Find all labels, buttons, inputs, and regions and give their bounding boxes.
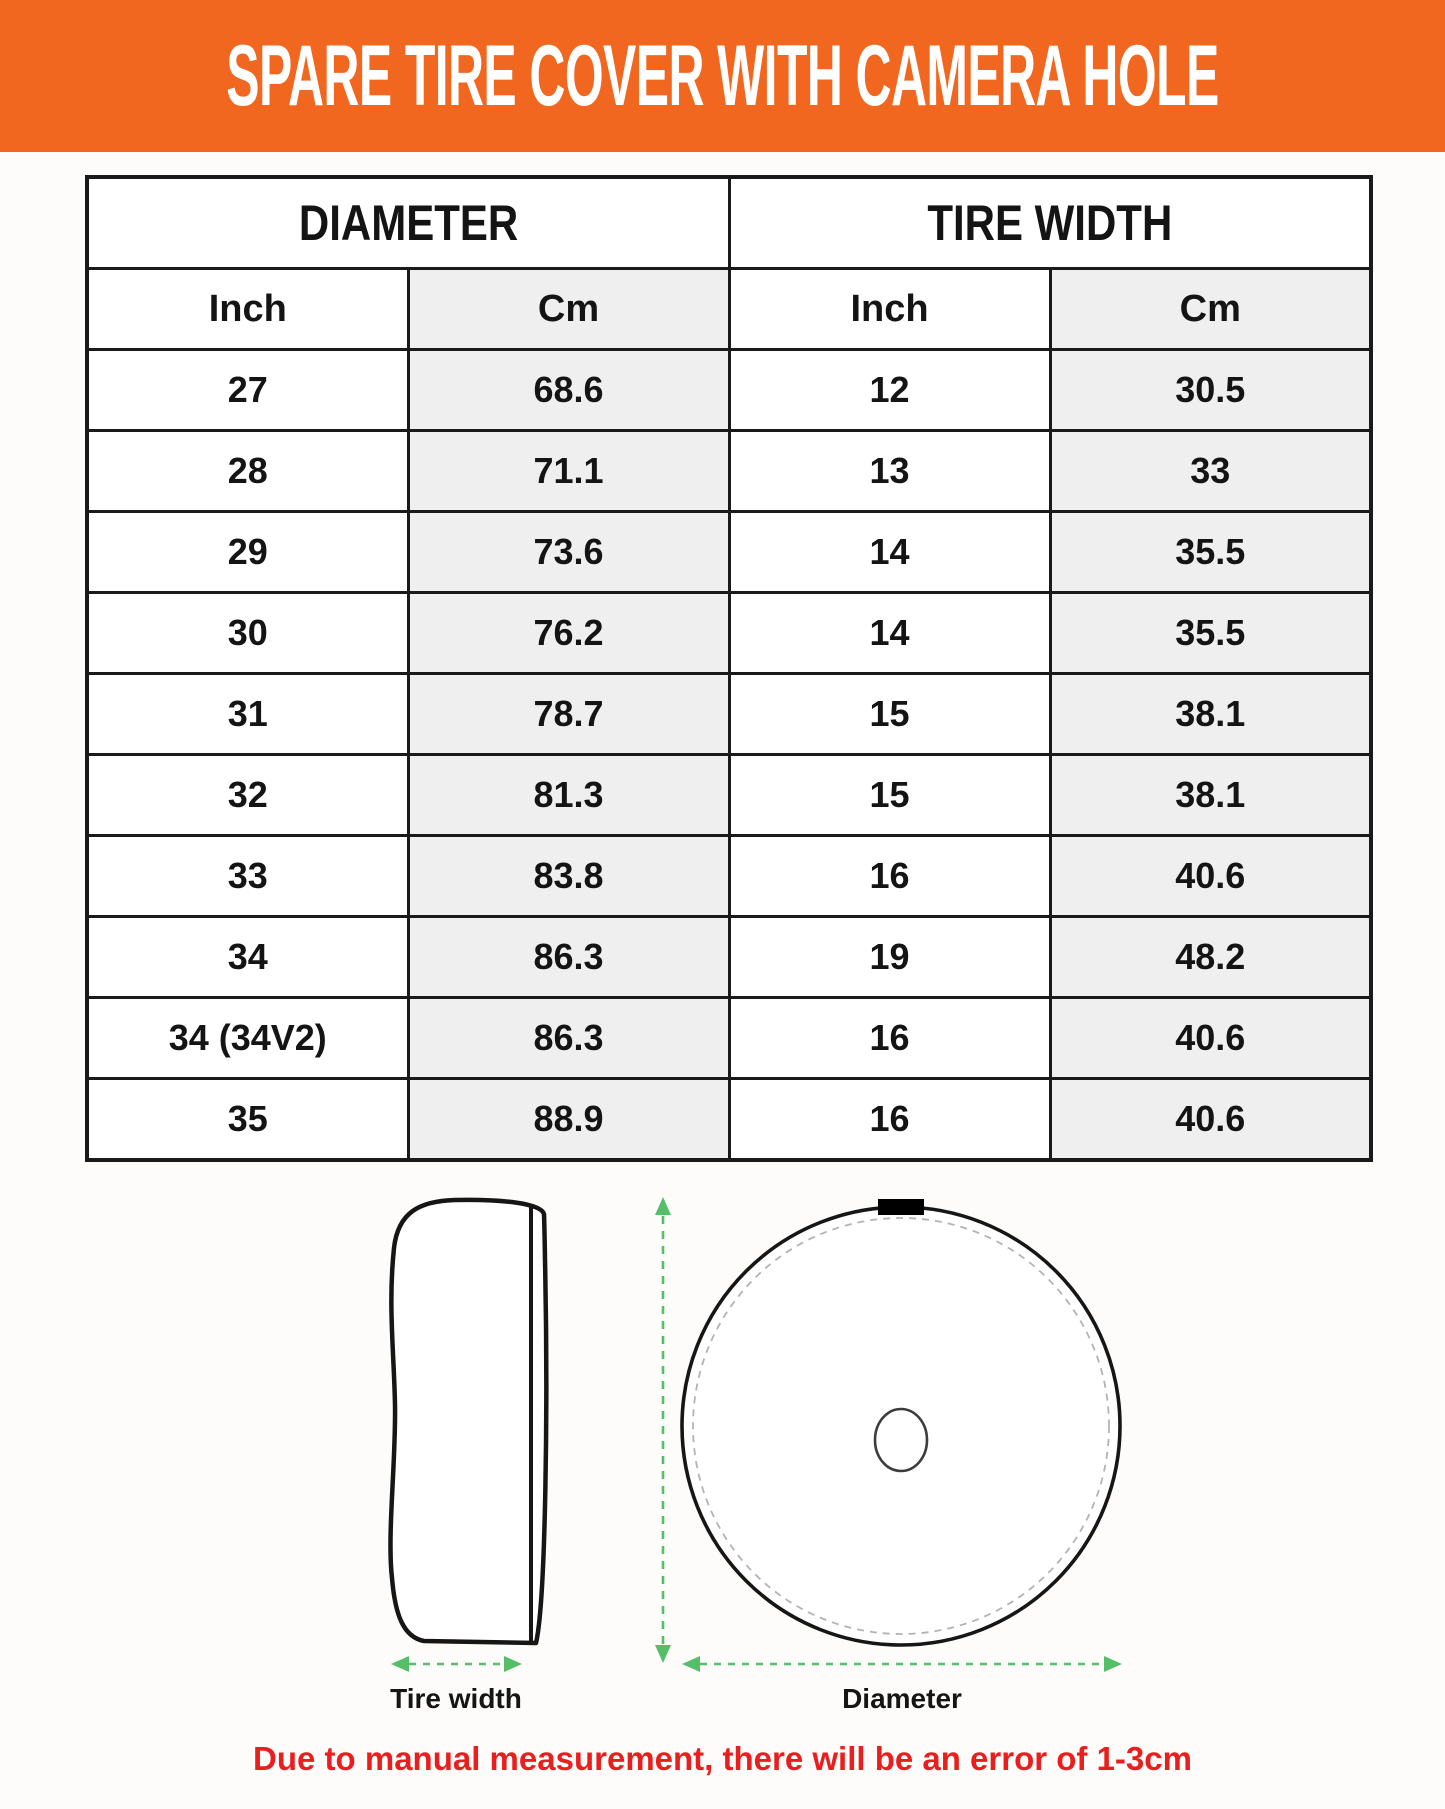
column-header-diameter-inch: Inch (87, 269, 408, 350)
table-cell: 13 (729, 431, 1050, 512)
table-cell: 40.6 (1050, 836, 1371, 917)
table-cell: 34 (87, 917, 408, 998)
table-cell: 16 (729, 836, 1050, 917)
table-cell: 88.9 (408, 1079, 729, 1161)
column-header-width-cm: Cm (1050, 269, 1371, 350)
table-cell: 12 (729, 350, 1050, 431)
table-cell: 38.1 (1050, 674, 1371, 755)
column-header-width-inch: Inch (729, 269, 1050, 350)
tire-side-view (390, 1200, 546, 1643)
table-cell: 38.1 (1050, 755, 1371, 836)
table-cell: 15 (729, 755, 1050, 836)
section-header-diameter: DIAMETER (87, 177, 729, 269)
table-cell: 68.6 (408, 350, 729, 431)
camera-hole (875, 1409, 927, 1471)
table-cell: 29 (87, 512, 408, 593)
table-cell: 19 (729, 917, 1050, 998)
table-cell: 34 (34V2) (87, 998, 408, 1079)
tire-width-label: Tire width (390, 1683, 522, 1714)
table-cell: 81.3 (408, 755, 729, 836)
table-cell: 71.1 (408, 431, 729, 512)
table-cell: 73.6 (408, 512, 729, 593)
table-cell: 83.8 (408, 836, 729, 917)
table-cell: 32 (87, 755, 408, 836)
table-cell: 40.6 (1050, 998, 1371, 1079)
table-cell: 35 (87, 1079, 408, 1161)
valve-tab (878, 1199, 924, 1215)
tire-width-arrow (391, 1656, 522, 1672)
table-cell: 40.6 (1050, 1079, 1371, 1161)
page-title: SPARE TIRE COVER WITH CAMERA HOLE (226, 27, 1219, 124)
section-header-tire-width: TIRE WIDTH (729, 177, 1371, 269)
table-cell: 78.7 (408, 674, 729, 755)
tire-front-view (682, 1199, 1120, 1645)
table-cell: 14 (729, 593, 1050, 674)
table-cell: 28 (87, 431, 408, 512)
table-cell: 27 (87, 350, 408, 431)
table-cell: 16 (729, 1079, 1050, 1161)
table-cell: 86.3 (408, 917, 729, 998)
height-arrow (655, 1197, 671, 1663)
diameter-arrow (682, 1656, 1122, 1672)
diameter-label: Diameter (842, 1683, 962, 1714)
table-cell: 14 (729, 512, 1050, 593)
table-cell: 86.3 (408, 998, 729, 1079)
column-header-diameter-cm: Cm (408, 269, 729, 350)
table-cell: 30 (87, 593, 408, 674)
table-cell: 15 (729, 674, 1050, 755)
table-cell: 35.5 (1050, 512, 1371, 593)
table-cell: 30.5 (1050, 350, 1371, 431)
table-cell: 16 (729, 998, 1050, 1079)
measurement-note: Due to manual measurement, there will be an error of 1-3cm (253, 1740, 1192, 1777)
table-cell: 31 (87, 674, 408, 755)
table-cell: 35.5 (1050, 593, 1371, 674)
table-cell: 33 (87, 836, 408, 917)
table-cell: 76.2 (408, 593, 729, 674)
table-cell: 33 (1050, 431, 1371, 512)
table-cell: 48.2 (1050, 917, 1371, 998)
